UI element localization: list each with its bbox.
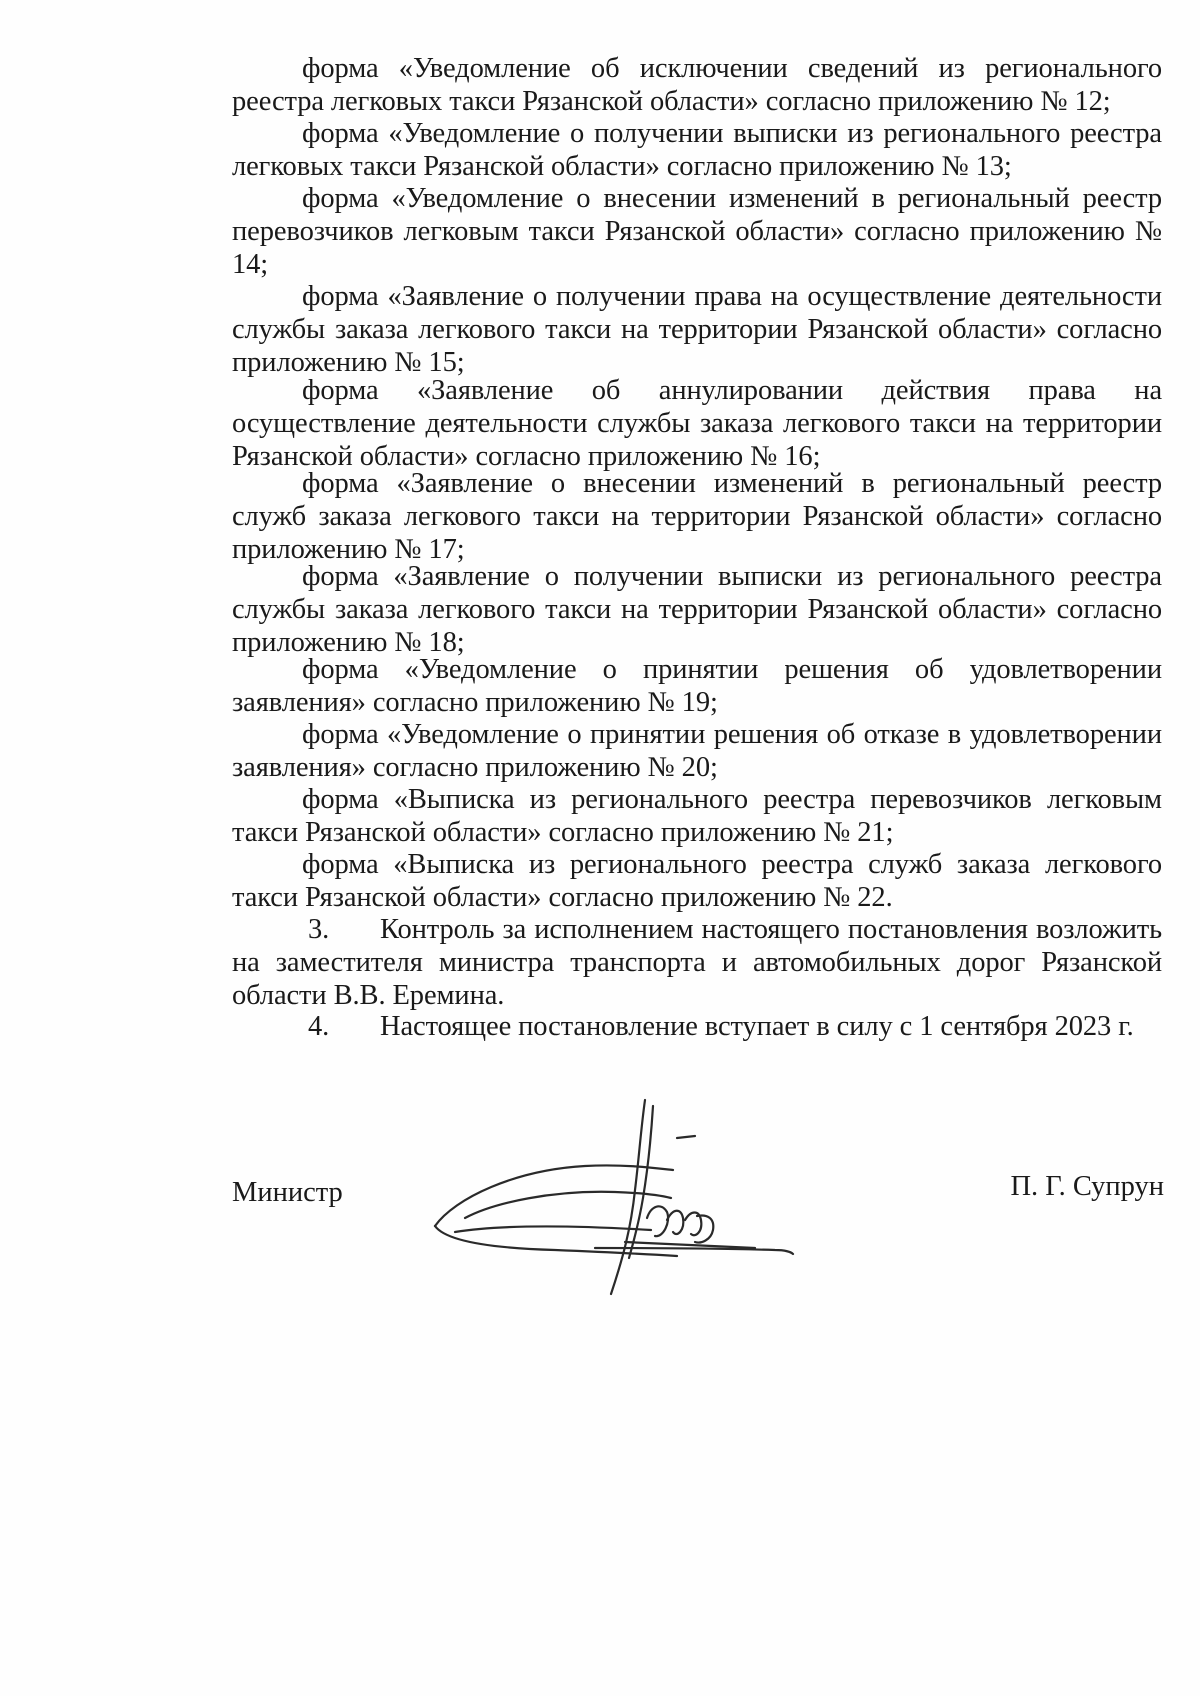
paragraph-form-16: форма «Заявление об аннулировании действия права на осуществление деятельности службы заказа легкового такси на территории Рязанской области» согласно приложению № 16; bbox=[232, 375, 1162, 472]
handwritten-signature-image bbox=[415, 1098, 795, 1298]
paragraph-form-20: форма «Уведомление о принятии решения об отказе в удовлетворении заявления» согласно приложению № 20; bbox=[232, 719, 1162, 783]
point-3-number: 3. bbox=[308, 914, 330, 945]
paragraph-point-3 bbox=[232, 913, 1162, 1012]
paragraph-form-18: форма «Заявление о получении выписки из регионального реестра службы заказа легкового такси на территории Рязанской области» согласно приложению № 18; bbox=[232, 561, 1162, 658]
paragraph-form-14: форма «Уведомление о внесении изменений в региональный реестр перевозчиков легковым такси Рязанской области» согласно приложению № 14; bbox=[232, 183, 1162, 280]
paragraph-form-22: форма «Выписка из регионального реестра служб заказа легкового такси Рязанской области» согласно приложению № 22. bbox=[232, 849, 1162, 913]
paragraph-form-19: форма «Уведомление о принятии решения об удовлетворении заявления» согласно приложению № 19; bbox=[232, 654, 1162, 718]
paragraph-point-4 bbox=[232, 1010, 1162, 1043]
signatory-name: П. Г. Супрун bbox=[1010, 1171, 1164, 1202]
paragraph-form-21: форма «Выписка из регионального реестра перевозчиков легковым такси Рязанской области» согласно приложению № 21; bbox=[232, 784, 1162, 848]
signatory-title: Министр bbox=[232, 1177, 343, 1208]
paragraph-form-12: форма «Уведомление об исключении сведений из регионального реестра легковых такси Рязанской области» согласно приложению № 12; bbox=[232, 53, 1162, 117]
paragraph-form-13: форма «Уведомление о получении выписки из регионального реестра легковых такси Рязанской области» согласно приложению № 13; bbox=[232, 118, 1162, 182]
paragraph-form-15: форма «Заявление о получении права на осуществление деятельности службы заказа легкового такси на территории Рязанской области» согласно приложению № 15; bbox=[232, 281, 1162, 378]
point-3-text: Контроль за исполнением настоящего постановления возложить на заместителя министра транспорта и автомобильных дорог Рязанской области В.В. Еремина. bbox=[232, 914, 1162, 1011]
point-4-number: 4. bbox=[308, 1011, 330, 1042]
point-4-text: Настоящее постановление вступает в силу с 1 сентября 2023 г. bbox=[380, 1011, 1134, 1042]
paragraph-form-17: форма «Заявление о внесении изменений в региональный реестр служб заказа легкового такси на территории Рязанской области» согласно приложению № 17; bbox=[232, 468, 1162, 565]
